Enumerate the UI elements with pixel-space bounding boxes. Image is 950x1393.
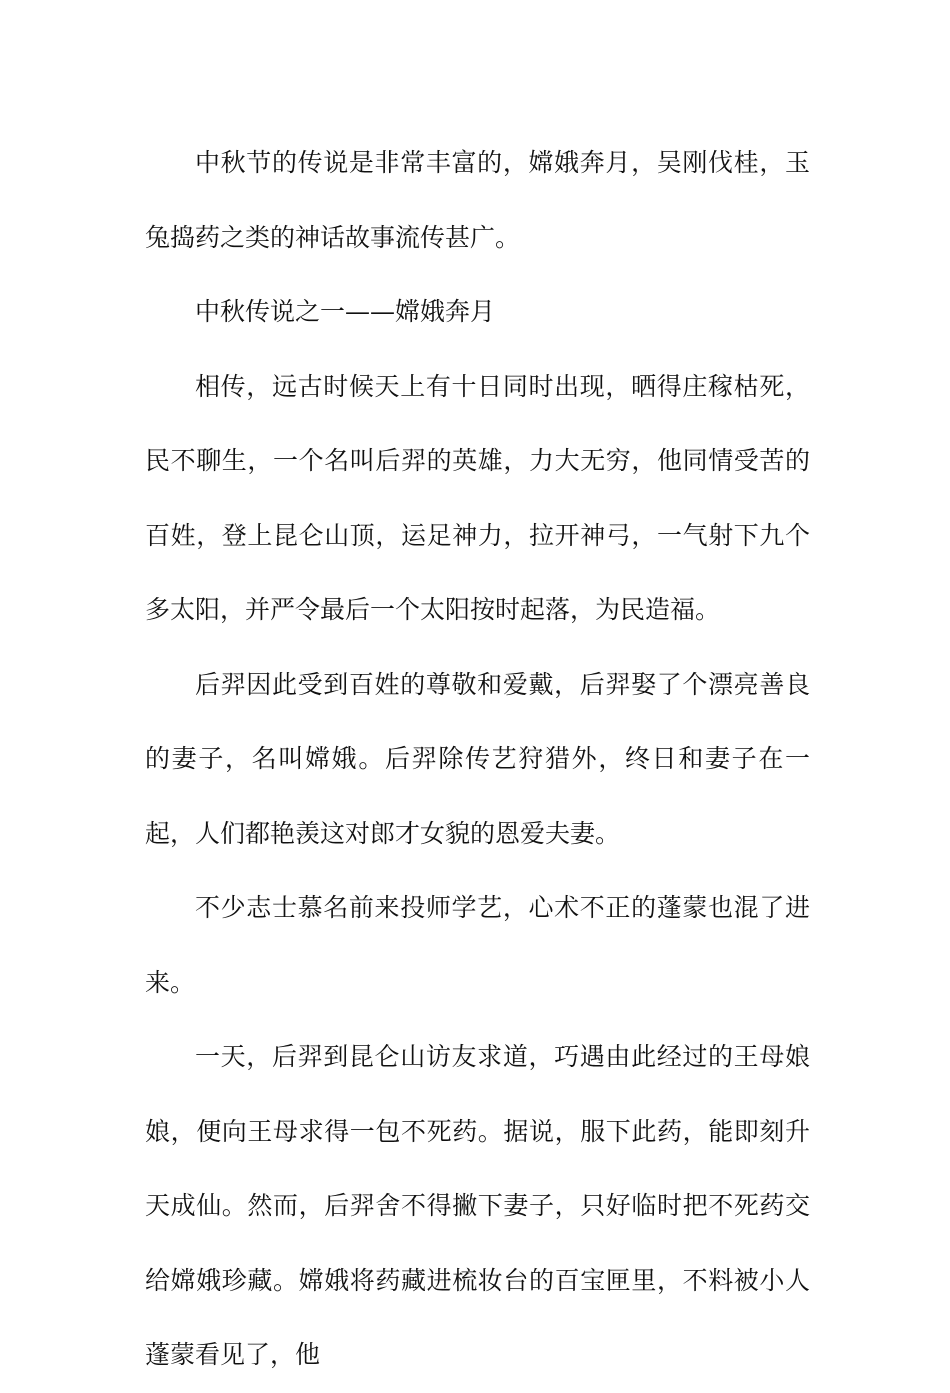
document-body	[145, 126, 810, 1393]
paragraph-pengmeng: 不少志士慕名前来投师学艺，心术不正的蓬蒙也混了进来。	[145, 893, 810, 997]
paragraph-ten-suns: 相传，远古时候天上有十日同时出现，晒得庄稼枯死，民不聊生，一个名叫后羿的英雄，力大无穷，他同情受苦的百姓，登上昆仑山顶，运足神力，拉开神弓，一气射下九个多太阳，并严令最后一个太阳按时起落，为民造福。	[145, 371, 810, 624]
paragraph-elixir: 一天，后羿到昆仑山访友求道，巧遇由此经过的王母娘娘，便向王母求得一包不死药。据说，服下此药，能即刻升天成仙。然而，后羿舍不得撇下妻子，只好临时把不死药交给嫦娥珍藏。嫦娥将药藏进梳妆台的百宝匣里，不料被小人蓬蒙看见了，他	[145, 1042, 810, 1369]
section-heading: 中秋传说之一——嫦娥奔月	[195, 297, 496, 326]
paragraph-intro: 中秋节的传说是非常丰富的，嫦娥奔月，吴刚伐桂，玉兔捣药之类的神话故事流传甚广。	[145, 148, 810, 252]
paragraph-houyi-marriage: 后羿因此受到百姓的尊敬和爱戴，后羿娶了个漂亮善良的妻子，名叫嫦娥。后羿除传艺狩猎外，终日和妻子在一起，人们都艳羡这对郎才女貌的恩爱夫妻。	[145, 669, 810, 848]
